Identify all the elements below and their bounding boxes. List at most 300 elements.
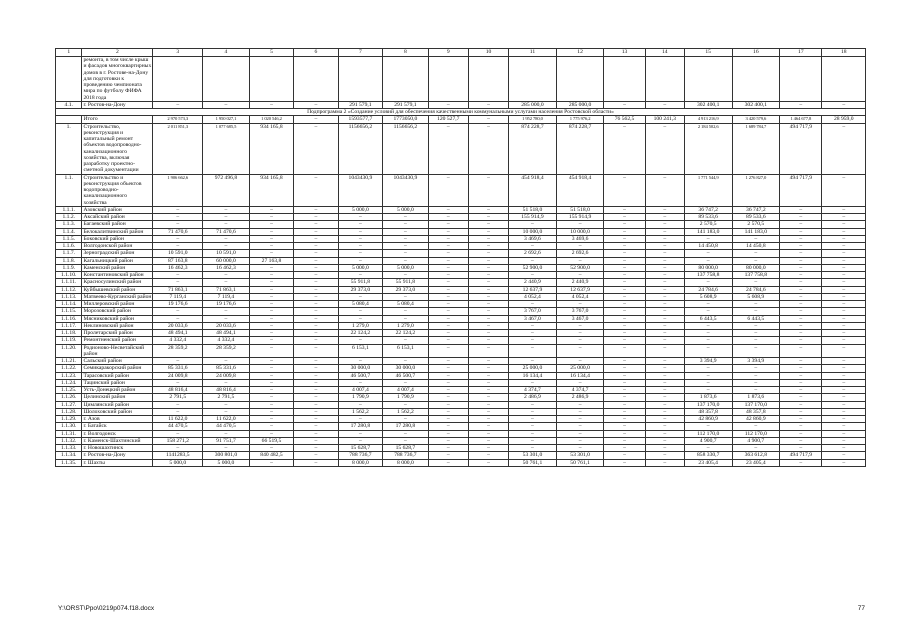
value-cell: – <box>249 315 293 322</box>
value-cell: 1 464 677,8 <box>780 116 822 123</box>
value-cell: – <box>294 445 338 452</box>
value-cell: – <box>604 272 645 279</box>
value-cell: 25 000,0 <box>556 365 604 372</box>
value-cell: – <box>428 228 468 235</box>
value-cell: – <box>383 379 429 386</box>
value-cell: – <box>645 301 684 308</box>
value-cell: – <box>780 272 822 279</box>
column-number: 12 <box>556 49 604 57</box>
value-cell: – <box>249 344 293 358</box>
value-cell: – <box>509 423 557 430</box>
value-cell: – <box>468 250 508 257</box>
row-label: ремонта, в том числе крыш и фасадов многоквартирных домов в г. Ростове-на-Дону для подготовки к проведению чемпионата мира по футболу ФИФА 2018 года <box>83 57 152 101</box>
value-cell: – <box>468 243 508 250</box>
value-cell: 3 767,0 <box>509 308 557 315</box>
value-cell: 1 276 827,0 <box>732 174 780 206</box>
value-cell: – <box>822 423 866 430</box>
value-cell: – <box>428 301 468 308</box>
value-cell: 15 628,7 <box>338 445 382 452</box>
value-cell: 4 374,7 <box>556 387 604 394</box>
row-number: 1.1.10. <box>56 272 82 279</box>
value-cell: – <box>294 174 338 206</box>
value-cell: 10 591,0 <box>153 250 203 257</box>
value-cell: – <box>684 330 732 337</box>
value-cell: 285 000,0 <box>509 101 557 108</box>
value-cell: – <box>780 416 822 423</box>
value-cell: 1156656,2 <box>383 123 429 174</box>
value-cell: – <box>468 358 508 365</box>
row-label: Белокалитвинский район <box>82 228 153 235</box>
value-cell: 4 374,7 <box>509 387 557 394</box>
value-cell: – <box>383 257 429 264</box>
value-cell: 5 000,0 <box>338 206 382 213</box>
value-cell: – <box>383 228 429 235</box>
value-cell: – <box>294 315 338 322</box>
value-cell: – <box>203 221 250 228</box>
value-cell: – <box>645 250 684 257</box>
value-cell: 5 000,0 <box>383 206 429 213</box>
value-cell: – <box>780 445 822 452</box>
value-cell: 23 405,4 <box>732 459 780 466</box>
value-cell: – <box>468 337 508 344</box>
value-cell: – <box>428 272 468 279</box>
value-cell: 858 330,7 <box>684 452 732 459</box>
value-cell: – <box>338 228 382 235</box>
value-cell: 4 052,4 <box>556 293 604 300</box>
value-cell: – <box>294 430 338 437</box>
value-cell: – <box>732 387 780 394</box>
value-cell <box>780 57 822 102</box>
table-row <box>56 257 866 264</box>
value-cell: – <box>556 358 604 365</box>
value-cell: – <box>509 379 557 386</box>
value-cell: 4 332,4 <box>203 337 250 344</box>
value-cell: – <box>468 344 508 358</box>
row-label: Неклиновский район <box>82 322 153 329</box>
row-label: Аксайский район <box>82 214 153 221</box>
value-cell: – <box>732 344 780 358</box>
value-cell: – <box>780 430 822 437</box>
value-cell <box>822 57 866 102</box>
value-cell: – <box>822 387 866 394</box>
value-cell: – <box>468 279 508 286</box>
table-row <box>56 315 866 322</box>
value-cell <box>153 57 203 102</box>
value-cell: – <box>468 101 508 108</box>
row-number: 1.1.17. <box>56 322 82 329</box>
value-cell: 2 440,9 <box>556 279 604 286</box>
row-label: Усть-Донецкий район <box>82 387 153 394</box>
value-cell: 89 533,6 <box>684 214 732 221</box>
value-cell: – <box>203 235 250 242</box>
row-number: 1.1.4. <box>56 228 82 235</box>
value-cell: 71 863,1 <box>203 286 250 293</box>
value-cell: – <box>428 293 468 300</box>
value-cell: – <box>822 264 866 271</box>
value-cell: 51 518,0 <box>556 206 604 213</box>
row-number: 1.1.28. <box>56 408 82 415</box>
value-cell: 137 170,0 <box>684 401 732 408</box>
value-cell: 454 918,4 <box>556 174 604 206</box>
row-label: Родионово-Несветайский район <box>82 344 153 358</box>
value-cell: – <box>822 315 866 322</box>
value-cell: – <box>780 301 822 308</box>
value-cell: – <box>732 330 780 337</box>
value-cell: – <box>645 452 684 459</box>
value-cell: – <box>556 401 604 408</box>
value-cell: – <box>468 293 508 300</box>
value-cell: 46 500,7 <box>383 372 429 379</box>
value-cell: – <box>645 423 684 430</box>
value-cell: – <box>604 235 645 242</box>
value-cell: 2 486,9 <box>509 394 557 401</box>
value-cell: – <box>780 379 822 386</box>
row-label: Целинский район <box>82 394 153 401</box>
value-cell: 1 771 544,9 <box>684 174 732 206</box>
value-cell: 3 469,6 <box>556 235 604 242</box>
value-cell: – <box>684 279 732 286</box>
value-cell: – <box>780 293 822 300</box>
value-cell <box>604 57 645 102</box>
value-cell: – <box>428 257 468 264</box>
value-cell: – <box>428 394 468 401</box>
value-cell <box>509 57 557 102</box>
value-cell: 36 747,2 <box>732 206 780 213</box>
value-cell: – <box>294 459 338 466</box>
value-cell: – <box>468 330 508 337</box>
value-cell: – <box>428 279 468 286</box>
value-cell: – <box>822 430 866 437</box>
value-cell: – <box>249 330 293 337</box>
row-number: 1.1.3. <box>56 221 82 228</box>
value-cell: – <box>428 344 468 358</box>
value-cell: 36 747,2 <box>684 206 732 213</box>
value-cell: – <box>780 330 822 337</box>
value-cell: – <box>294 279 338 286</box>
value-cell: – <box>780 387 822 394</box>
value-cell: – <box>822 228 866 235</box>
value-cell: 11 622,0 <box>203 416 250 423</box>
value-cell: – <box>822 279 866 286</box>
value-cell: – <box>153 308 203 315</box>
value-cell: – <box>684 365 732 372</box>
value-cell: – <box>383 221 429 228</box>
value-cell: – <box>153 214 203 221</box>
value-cell: 19 176,6 <box>203 301 250 308</box>
value-cell: 6 443,5 <box>684 315 732 322</box>
value-cell: 89 533,6 <box>732 214 780 221</box>
value-cell: – <box>468 116 508 123</box>
value-cell: 20 033,6 <box>203 322 250 329</box>
value-cell: 4 913 216,9 <box>684 116 732 123</box>
column-number: 3 <box>153 49 203 57</box>
value-cell: – <box>249 272 293 279</box>
value-cell: 4 900,7 <box>732 437 780 444</box>
value-cell: 494 717,9 <box>780 174 822 206</box>
value-cell: – <box>822 272 866 279</box>
value-cell: – <box>294 308 338 315</box>
value-cell: 2 570,5 <box>732 221 780 228</box>
column-number: 17 <box>780 49 822 57</box>
table-row <box>56 437 866 444</box>
value-cell: – <box>780 408 822 415</box>
value-cell <box>645 57 684 102</box>
value-cell: 29 373,0 <box>338 286 382 293</box>
row-label: Строительство, реконструкция и капитальный ремонт объектов водопроводно-канализационного хозяйства, включая разработку проектно-сметной документации <box>82 123 153 174</box>
value-cell: – <box>645 221 684 228</box>
value-cell: – <box>428 337 468 344</box>
value-cell: – <box>780 279 822 286</box>
value-cell: 16 462,3 <box>153 264 203 271</box>
value-cell: – <box>468 437 508 444</box>
table-row <box>56 116 866 123</box>
value-cell: – <box>556 423 604 430</box>
value-cell: 19 176,6 <box>153 301 203 308</box>
value-cell: – <box>153 430 203 437</box>
value-cell: – <box>604 279 645 286</box>
row-number: 1.1.26. <box>56 394 82 401</box>
value-cell: – <box>604 365 645 372</box>
row-number <box>56 116 82 123</box>
table-row <box>56 379 866 386</box>
value-cell: – <box>249 101 293 108</box>
value-cell: – <box>645 401 684 408</box>
value-cell: – <box>468 308 508 315</box>
value-cell: 24 784,6 <box>732 286 780 293</box>
value-cell: – <box>249 206 293 213</box>
value-cell: – <box>294 330 338 337</box>
value-cell: – <box>468 423 508 430</box>
table-row <box>56 459 866 466</box>
table-row <box>56 430 866 437</box>
table-row <box>56 445 866 452</box>
value-cell: 840 482,5 <box>249 452 293 459</box>
value-cell: – <box>468 214 508 221</box>
value-cell: – <box>780 101 822 108</box>
value-cell: – <box>732 308 780 315</box>
value-cell: – <box>556 379 604 386</box>
row-label: Каменский район <box>82 264 153 271</box>
value-cell: 48 816,4 <box>153 387 203 394</box>
value-cell: – <box>249 372 293 379</box>
value-cell: – <box>556 408 604 415</box>
value-cell: – <box>732 279 780 286</box>
value-cell: – <box>468 257 508 264</box>
value-cell: – <box>604 301 645 308</box>
value-cell: – <box>645 394 684 401</box>
value-cell: – <box>645 206 684 213</box>
value-cell: 48 357,8 <box>684 408 732 415</box>
value-cell: – <box>780 221 822 228</box>
value-cell: – <box>780 394 822 401</box>
value-cell: – <box>153 206 203 213</box>
value-cell: 12 637,9 <box>556 286 604 293</box>
row-number: 1.1.15. <box>56 308 82 315</box>
value-cell: – <box>428 459 468 466</box>
value-cell: 48 494,1 <box>203 330 250 337</box>
value-cell: – <box>294 301 338 308</box>
value-cell: – <box>249 416 293 423</box>
value-cell: – <box>780 344 822 358</box>
value-cell: – <box>604 308 645 315</box>
value-cell: – <box>294 437 338 444</box>
value-cell: 2 791,5 <box>203 394 250 401</box>
value-cell: – <box>428 308 468 315</box>
value-cell: – <box>153 401 203 408</box>
column-number: 14 <box>645 49 684 57</box>
row-number: 1.1.23. <box>56 372 82 379</box>
value-cell: – <box>468 235 508 242</box>
value-cell: 30 000,0 <box>338 365 382 372</box>
value-cell: 2 486,9 <box>556 394 604 401</box>
value-cell: 28 359,2 <box>203 344 250 358</box>
value-cell: – <box>428 430 468 437</box>
value-cell: 6 443,5 <box>732 315 780 322</box>
value-cell: – <box>645 308 684 315</box>
value-cell: – <box>604 358 645 365</box>
value-cell: – <box>645 322 684 329</box>
value-cell: 6 153,1 <box>338 344 382 358</box>
value-cell: – <box>509 243 557 250</box>
value-cell <box>383 57 429 102</box>
value-cell: – <box>822 293 866 300</box>
column-number: 15 <box>684 49 732 57</box>
value-cell: 494 717,9 <box>780 123 822 174</box>
row-number: 1.1.7. <box>56 250 82 257</box>
value-cell: – <box>556 344 604 358</box>
value-cell: – <box>428 250 468 257</box>
value-cell: 1 020 546,2 <box>249 116 293 123</box>
value-cell: – <box>294 394 338 401</box>
value-cell: – <box>294 214 338 221</box>
value-cell: 1 775 976,2 <box>556 116 604 123</box>
value-cell: 1 952 780,0 <box>509 116 557 123</box>
value-cell: – <box>822 416 866 423</box>
value-cell: – <box>822 250 866 257</box>
value-cell: – <box>153 279 203 286</box>
value-cell: – <box>294 387 338 394</box>
value-cell: 972 496,8 <box>203 174 250 206</box>
row-number: 1.1.14. <box>56 301 82 308</box>
value-cell <box>684 57 732 102</box>
value-cell: 80 000,0 <box>684 264 732 271</box>
value-cell: – <box>822 206 866 213</box>
value-cell: 1 950 027,1 <box>203 116 250 123</box>
value-cell: 46 500,7 <box>338 372 382 379</box>
value-cell: – <box>509 408 557 415</box>
value-cell: 6 153,1 <box>383 344 429 358</box>
value-cell: 17 280,8 <box>383 423 429 430</box>
value-cell: – <box>556 243 604 250</box>
value-cell: – <box>604 387 645 394</box>
value-cell: – <box>249 243 293 250</box>
value-cell: 2 440,9 <box>509 279 557 286</box>
value-cell: – <box>428 401 468 408</box>
value-cell: 1773050,0 <box>383 116 429 123</box>
value-cell: – <box>732 250 780 257</box>
value-cell: – <box>203 358 250 365</box>
table-row <box>56 401 866 408</box>
value-cell: – <box>645 235 684 242</box>
value-cell: – <box>780 423 822 430</box>
value-cell: 454 918,4 <box>509 174 557 206</box>
value-cell: 3 467,0 <box>509 315 557 322</box>
value-cell: – <box>780 206 822 213</box>
row-number: 1.1.34. <box>56 452 82 459</box>
value-cell: – <box>645 379 684 386</box>
value-cell: – <box>604 322 645 329</box>
row-number: 1.1.31. <box>56 430 82 437</box>
value-cell: 112 170,0 <box>684 430 732 437</box>
value-cell: – <box>249 387 293 394</box>
value-cell: 71 863,1 <box>153 286 203 293</box>
value-cell: – <box>249 423 293 430</box>
value-cell: – <box>249 301 293 308</box>
value-cell: 2 570,5 <box>684 221 732 228</box>
value-cell: – <box>645 257 684 264</box>
value-cell <box>203 57 250 102</box>
value-cell: – <box>428 214 468 221</box>
value-cell: – <box>509 430 557 437</box>
value-cell: 4 900,7 <box>684 437 732 444</box>
value-cell: – <box>338 430 382 437</box>
value-cell: – <box>249 221 293 228</box>
value-cell: 363 612,8 <box>732 452 780 459</box>
column-number: 13 <box>604 49 645 57</box>
value-cell: – <box>468 228 508 235</box>
value-cell: – <box>780 322 822 329</box>
value-cell: 1 279,0 <box>338 322 382 329</box>
value-cell: – <box>468 445 508 452</box>
value-cell: 3 394,9 <box>732 358 780 365</box>
value-cell: – <box>822 408 866 415</box>
value-cell: – <box>604 379 645 386</box>
row-number: 1.1.5. <box>56 235 82 242</box>
value-cell: – <box>468 322 508 329</box>
value-cell: – <box>428 452 468 459</box>
subprogram-title: Подпрограмма 2 «Создание условий для обеспечения качественными коммунальными услугами населения Ростовской области» <box>56 109 866 116</box>
value-cell: – <box>822 344 866 358</box>
table-row <box>56 337 866 344</box>
value-cell: – <box>338 358 382 365</box>
value-cell: – <box>780 250 822 257</box>
budget-table <box>55 48 866 467</box>
value-cell: – <box>645 293 684 300</box>
value-cell: – <box>780 372 822 379</box>
value-cell: – <box>645 459 684 466</box>
value-cell: – <box>645 315 684 322</box>
value-cell: 24 009,8 <box>153 372 203 379</box>
row-label: Матвеево-Курганский район <box>83 293 152 300</box>
value-cell: 48 357,8 <box>732 408 780 415</box>
value-cell: 24 784,6 <box>684 286 732 293</box>
value-cell: – <box>822 401 866 408</box>
value-cell: – <box>780 308 822 315</box>
value-cell: – <box>556 257 604 264</box>
value-cell: 8 000,0 <box>383 459 429 466</box>
page-number: 77 <box>857 605 865 612</box>
value-cell: 3 467,0 <box>556 315 604 322</box>
value-cell: – <box>383 308 429 315</box>
value-cell: – <box>604 123 645 174</box>
value-cell: – <box>556 272 604 279</box>
row-number: 1.1.29. <box>56 416 82 423</box>
table-row <box>56 344 866 358</box>
value-cell: – <box>645 214 684 221</box>
row-number: 1.1.8. <box>56 257 82 264</box>
value-cell: – <box>468 286 508 293</box>
value-cell: – <box>604 423 645 430</box>
